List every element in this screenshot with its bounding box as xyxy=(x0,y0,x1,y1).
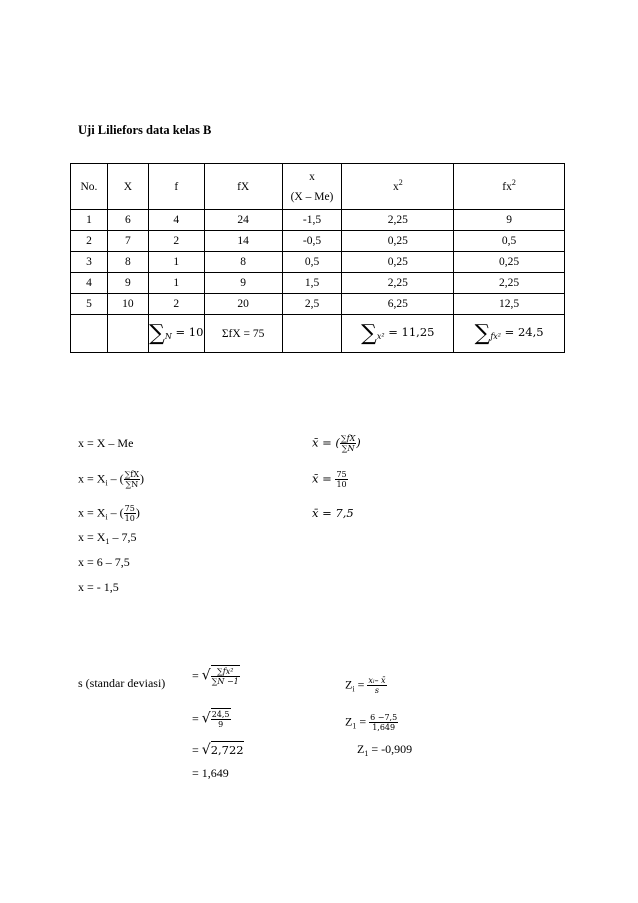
sigma-symbol: ∑ xyxy=(149,321,165,346)
header-x-squared-exp: 2 xyxy=(398,177,403,187)
sqrt-icon: √ xyxy=(201,710,211,727)
header-f: f xyxy=(148,164,204,210)
stdev-label: s (standar deviasi) xyxy=(78,676,166,690)
table-cell: 0,25 xyxy=(454,252,565,273)
table-cell: 8 xyxy=(107,252,148,273)
stdev-eq-3 xyxy=(192,741,244,758)
deviation-line-5: x = 6 – 7,5 xyxy=(78,555,130,569)
deviation-line-2-post: ) xyxy=(140,471,145,486)
mean-line-1-pre: x̄ = ( xyxy=(312,435,340,450)
header-x-squared-base: x xyxy=(392,180,399,193)
fraction xyxy=(367,676,386,695)
fraction-denominator: 10 xyxy=(124,514,135,523)
fraction-denominator: ∑N −1 xyxy=(211,677,239,686)
zscore-value: = -0,909 xyxy=(368,742,413,756)
stdev-eq-1-pre: = xyxy=(192,668,199,683)
table-cell: 4 xyxy=(71,273,108,294)
stdev-eq-2-pre: = xyxy=(192,711,199,726)
table-cell: 2,5 xyxy=(282,294,342,315)
zscore-sub: 1 xyxy=(364,749,369,758)
fraction-numerator: ∑fX xyxy=(124,470,140,479)
table-cell: 10 xyxy=(107,294,148,315)
fraction xyxy=(211,710,231,729)
table-cell: 9 xyxy=(454,210,565,231)
table-row xyxy=(71,210,565,231)
zscore-line-3 xyxy=(357,742,412,757)
sum-empty-cell xyxy=(107,315,148,353)
table-cell: 0,5 xyxy=(454,231,565,252)
zscore-line-1 xyxy=(345,676,387,695)
deviation-line-2-pre: x = X xyxy=(78,471,106,486)
table-cell: 0,25 xyxy=(342,252,454,273)
table-cell: -0,5 xyxy=(282,231,342,252)
fraction-numerator: 6 −7,5 xyxy=(370,713,398,722)
fraction-numerator: 24,5 xyxy=(211,710,230,719)
table-cell: 1 xyxy=(148,252,204,273)
deviation-line-3-sub: i xyxy=(105,512,108,522)
zscore-eq: = xyxy=(354,677,368,692)
table-row xyxy=(71,231,565,252)
deviation-line-3-mid: – ( xyxy=(107,505,124,520)
table-cell: 4 xyxy=(148,210,204,231)
fraction-numerator: ∑fx² xyxy=(211,667,240,677)
fraction xyxy=(211,667,240,686)
table-row xyxy=(71,252,565,273)
zscore-eq: = xyxy=(356,714,370,729)
deviation-line-4-pre: x = X xyxy=(78,530,106,544)
sum-fx2-cell xyxy=(454,315,565,353)
mean-line-1 xyxy=(312,434,361,453)
table-cell: 2,25 xyxy=(454,273,565,294)
mean-line-2-pre: x̄ = xyxy=(312,471,336,486)
fraction-denominator: 10 xyxy=(336,480,347,489)
table-cell: 2 xyxy=(148,231,204,252)
fraction-numerator: 75 xyxy=(336,470,347,479)
sum-f-cell xyxy=(148,315,204,353)
table-cell: 2 xyxy=(148,294,204,315)
zscore-sub: i xyxy=(352,684,355,694)
header-x-deviation-bottom: (X – Me) xyxy=(290,190,334,203)
sqrt-icon: √ xyxy=(201,667,211,684)
sum-x2-sub: x² xyxy=(376,332,385,341)
fraction-denominator: ∑N xyxy=(125,480,139,489)
table-cell: 1 xyxy=(71,210,108,231)
table-row xyxy=(71,294,565,315)
stdev-eq-1 xyxy=(192,665,240,686)
deviation-line-4-post: – 7,5 xyxy=(109,530,137,544)
table-cell: 14 xyxy=(204,231,282,252)
table-cell: 0,5 xyxy=(282,252,342,273)
table-cell: 9 xyxy=(107,273,148,294)
sigma-symbol: ∑ xyxy=(474,321,491,346)
deviation-line-2-mid: – ( xyxy=(107,471,124,486)
table-cell: 24 xyxy=(204,210,282,231)
sum-x2-value: = 11,25 xyxy=(388,325,435,339)
deviation-line-4 xyxy=(78,530,136,545)
header-x-squared xyxy=(342,164,454,210)
table-cell: 6,25 xyxy=(342,294,454,315)
table-cell: 7 xyxy=(107,231,148,252)
deviation-line-3-pre: x = X xyxy=(78,505,106,520)
sum-f-sub: N xyxy=(164,332,172,341)
table-cell: 2,25 xyxy=(342,210,454,231)
deviation-line-3 xyxy=(78,504,140,523)
zscore-lhs: Z xyxy=(345,714,353,729)
fraction xyxy=(340,434,356,453)
fraction-denominator: ∑N xyxy=(341,444,355,453)
deviation-line-2 xyxy=(78,470,144,489)
header-x: X xyxy=(107,164,148,210)
deviation-line-1: x = X – Me xyxy=(78,436,134,450)
fraction-numerator: ∑fX xyxy=(340,434,356,443)
header-fx-squared-base: fx xyxy=(502,180,512,193)
sum-fx2-sub: fx² xyxy=(490,332,502,341)
mean-line-3: x̄ = 7,5 xyxy=(312,506,354,520)
fraction-numerator: xᵢ– x̄ xyxy=(368,676,386,685)
table-cell: 1,5 xyxy=(282,273,342,294)
table-cell: 2 xyxy=(71,231,108,252)
zscore-line-2 xyxy=(345,713,398,732)
zscore-sub: 1 xyxy=(352,721,357,731)
table-cell: -1,5 xyxy=(282,210,342,231)
zscore-lhs: Z xyxy=(357,742,365,756)
fraction-denominator: 9 xyxy=(218,720,224,729)
document-title: Uji Liliefors data kelas B xyxy=(78,123,212,137)
stdev-eq-4: = 1,649 xyxy=(192,766,229,780)
table-sum-row xyxy=(71,315,565,353)
table-header-row xyxy=(71,164,565,210)
liliefors-table xyxy=(70,163,565,353)
header-fx-squared-exp: 2 xyxy=(511,177,516,187)
header-fx: fX xyxy=(204,164,282,210)
zscore-lhs: Z xyxy=(345,677,353,692)
deviation-line-2-sub: i xyxy=(105,478,108,488)
header-x-deviation xyxy=(282,164,342,210)
deviation-line-4-sub: 1 xyxy=(105,537,110,546)
sum-fx-cell: ΣfX = 75 xyxy=(204,315,282,353)
table-cell: 3 xyxy=(71,252,108,273)
table-cell: 20 xyxy=(204,294,282,315)
table-row xyxy=(71,273,565,294)
stdev-eq-3-pre: = xyxy=(192,743,199,757)
table-cell: 12,5 xyxy=(454,294,565,315)
stdev-eq-2 xyxy=(192,708,231,729)
header-fx-squared xyxy=(454,164,565,210)
sum-empty-cell xyxy=(282,315,342,353)
sqrt-icon: √ xyxy=(201,742,211,758)
sum-f-value: = 10 xyxy=(175,325,204,339)
fraction xyxy=(124,470,140,489)
table-cell: 6 xyxy=(107,210,148,231)
fraction-denominator: s xyxy=(374,686,379,695)
table-cell: 5 xyxy=(71,294,108,315)
table-cell: 1 xyxy=(148,273,204,294)
fraction xyxy=(124,504,136,523)
table-cell: 0,25 xyxy=(342,231,454,252)
header-x-deviation-top: x xyxy=(309,170,315,183)
stdev-eq-3-value: 2,722 xyxy=(210,743,244,757)
sum-fx2-value: = 24,5 xyxy=(504,325,544,339)
table-cell: 8 xyxy=(204,252,282,273)
mean-line-2 xyxy=(312,470,348,489)
fraction xyxy=(335,470,347,489)
fraction-numerator: 75 xyxy=(124,504,135,513)
header-no: No. xyxy=(71,164,108,210)
table-cell: 9 xyxy=(204,273,282,294)
mean-line-1-post: ) xyxy=(356,435,361,450)
sum-x2-cell xyxy=(342,315,454,353)
deviation-line-3-post: ) xyxy=(135,505,140,520)
sum-empty-cell xyxy=(71,315,108,353)
deviation-line-6: x = - 1,5 xyxy=(78,580,119,594)
sigma-symbol: ∑ xyxy=(361,321,377,346)
table-cell: 2,25 xyxy=(342,273,454,294)
fraction xyxy=(369,713,398,732)
fraction-denominator: 1,649 xyxy=(372,723,396,732)
